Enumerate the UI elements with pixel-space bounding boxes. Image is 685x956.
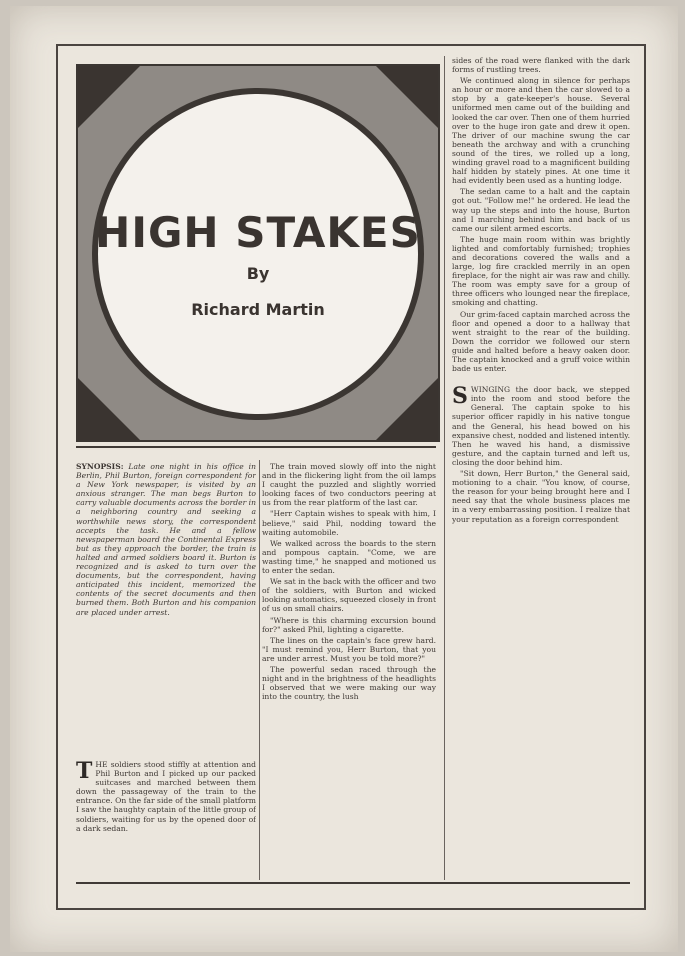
paragraph: sides of the road were flanked with the dark forms of rustling trees. <box>452 56 630 75</box>
paragraph: We sat in the back with the officer and two of the soldiers, with Burton and wicked looking automatics, squeezed closely in front of us on small chairs. <box>262 577 436 614</box>
paragraph: "Where is this charming excursion bound for?" asked Phil, lighting a cigarette. <box>262 615 436 634</box>
column-divider <box>444 56 445 880</box>
column-divider <box>259 460 260 880</box>
byline: By <box>246 264 270 283</box>
synopsis-text: Late one night in his office in Berlin, Phil Burton, foreign correspondent for a New York newspaper, is visited by an anxious stranger. The man begs Burton to carry valuable documents across the border in a neighboring country and seeking a worthwhile news story, the correspondent accepts the task. He and a fellow newspaperman board the Continental Express but as they approach the border, the train is halted and armed soldiers board it. Burton is recognized and is asked to turn over the documents, but the correspondent, having anticipated this incident, memorized the contents of the secret documents and then burned them. Both Burton and his companion are placed under arrest. <box>76 462 256 617</box>
column-1-body <box>76 760 256 880</box>
paragraph: The huge main room within was brightly lighted and comfortably furnished; trophies and decorations covered the walls and a large, log fire crackled merrily in an open fireplace, for the night air was raw and chilly. The room was empty save for a group of three officers who lounged near the fireplace, smoking and chatting. <box>452 234 630 308</box>
paragraph: The lines on the captain's face grew hard. "I must remind you, Herr Burton, that you are under arrest. Must you be told more?" <box>262 635 436 663</box>
drop-cap: T <box>76 760 93 784</box>
column-3-body <box>452 56 630 882</box>
bottom-rule <box>76 882 630 884</box>
synopsis-lead: SYNOPSIS: <box>76 462 124 471</box>
article-title: HIGH STAKES <box>95 208 421 257</box>
paragraph: We continued along in silence for perhaps an hour or more and then the car slowed to a stop by a gate-keeper's house. Several uniformed men came out of the building and looked the car over. Then one of them hurried over to the huge iron gate and drew it open. The driver of our machine swung the car beneath the archway and with a crunching sound of the tires, we rolled up a long, winding gravel road to a magnificent building half hidden by stately pines. At one time it had evidently been used as a hunting lodge. <box>452 76 630 186</box>
paragraph: "Sit down, Herr Burton," the General said, motioning to a chair. "You know, of course, the reason for your being brought here and I need say that the whole business places me in a very embarrassing position. I realize that your reputation as a foreign correspondent <box>452 469 630 524</box>
drop-cap: S <box>452 383 468 410</box>
synopsis <box>76 462 256 694</box>
paragraph: "Herr Captain wishes to speak with him, I believe," said Phil, nodding toward the waiting automobile. <box>262 509 436 537</box>
paragraph: The sedan came to a halt and the captain got out. "Follow me!" he ordered. He lead the way up the steps and into the house, Burton and I marching behind him and back of us came our silent armed escorts. <box>452 187 630 233</box>
paragraph: HE soldiers stood stiffly at attention and Phil Burton and I picked up our packed suitcases and marched between them down the passageway of the train to the entrance. On the far side of the small platform I saw the haughty captain of the little group of soldiers, waiting for us by the opened door of a dark sedan. <box>76 760 256 833</box>
paragraph: WINGING the door back, we stepped into the room and stood before the General. The captain spoke to his superior officer rapidly in his native tongue and the General, his head bowed on his expansive chest, nodded and listened intently. Then he waved his hand, a dismissive gesture, and the captain turned and left us, closing the door behind him. <box>452 385 630 467</box>
paragraph: Our grim-faced captain marched across the floor and opened a door to a hallway that went straight to the rear of the building. Down the corridor we followed our stern guide and halted before a heavy oaken door. The captain knocked and a gruff voice within bade us enter. <box>452 309 630 374</box>
column-2-body <box>262 462 436 882</box>
paragraph: The train moved slowly off into the night and in the flickering light from the oil lamps I caught the puzzled and slightly worried looking faces of two conductors peering at us from the rear platform of the last car. <box>262 462 436 508</box>
title-panel <box>76 64 440 442</box>
divider-rule <box>76 446 436 448</box>
paragraph: We walked across the boards to the stern and pompous captain. "Come, we are wasting time," he snapped and motioned us to enter the sedan. <box>262 538 436 576</box>
paragraph: The powerful sedan raced through the night and in the brightness of the headlights I observed that we were making our way into the country, the lush <box>262 664 436 702</box>
author-name: Richard Martin <box>191 300 325 319</box>
